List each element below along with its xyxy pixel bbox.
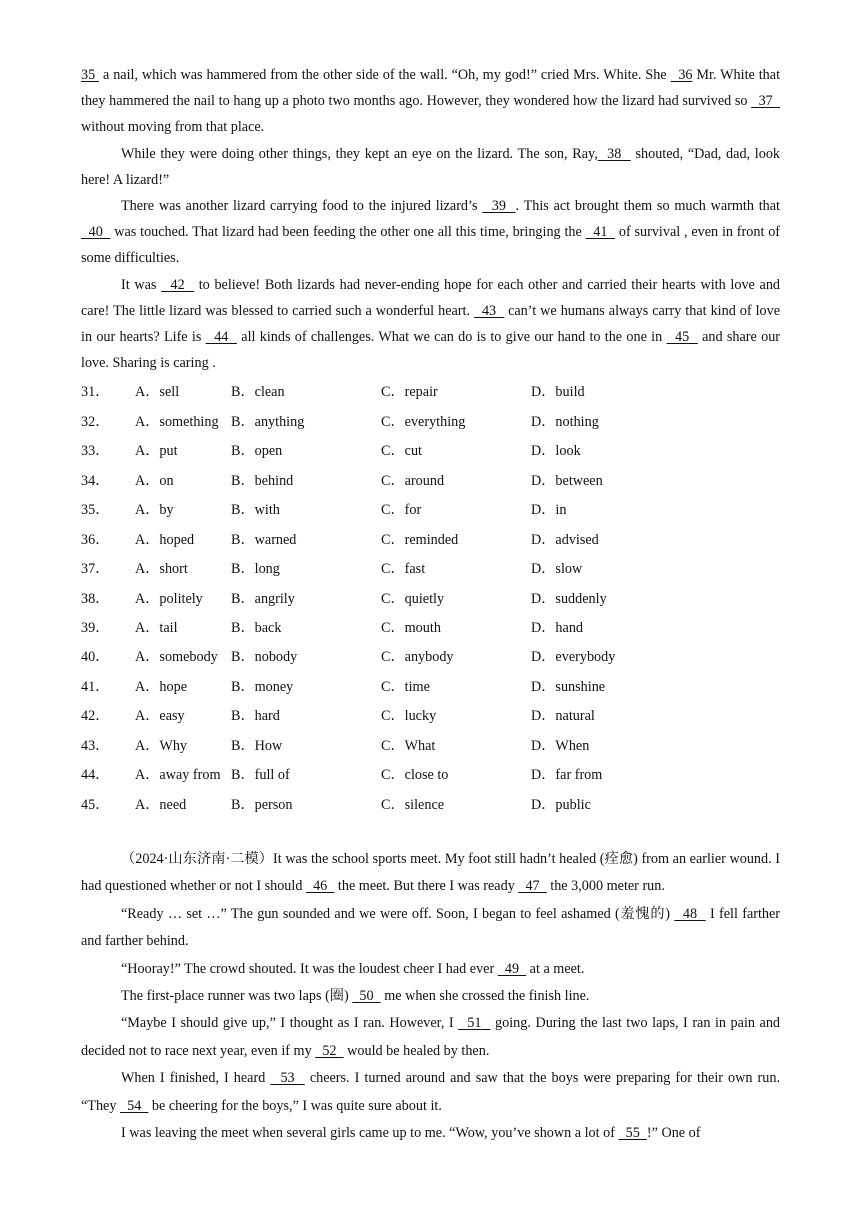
blank-44: 44	[205, 329, 237, 346]
blank-46: 46	[305, 878, 335, 895]
passage2-paragraph-5	[81, 1010, 780, 1065]
question-row	[81, 643, 780, 672]
option-d: D．far from	[531, 767, 603, 784]
option-d: D．public	[531, 796, 591, 813]
option-c: C．time	[381, 678, 430, 695]
blank-39: 39	[482, 198, 516, 215]
option-d: D．in	[531, 502, 567, 519]
option-b: B．angrily	[231, 590, 295, 607]
text: cheers. I turned around and saw that the boys were preparing for their own run. “They	[81, 1070, 781, 1114]
option-c: C．reminded	[381, 531, 459, 548]
option-d: D．hand	[531, 619, 584, 636]
text: shouted, “Dad, dad, look here! A lizard!”	[81, 145, 781, 188]
question-number: 35．	[81, 502, 110, 519]
text: me when she crossed the finish line.	[380, 988, 590, 1005]
text: all kinds of challenges. What we can do is to give our hand to the one in	[236, 329, 667, 346]
text: There was another lizard carrying food to the injured lizard’s	[121, 198, 483, 215]
option-b: B．nobody	[231, 649, 298, 666]
question-row	[81, 732, 780, 761]
question-row	[81, 673, 780, 702]
option-b: B．with	[231, 502, 280, 519]
blank-52: 52	[315, 1042, 344, 1059]
option-d: D．build	[531, 384, 585, 401]
question-number: 32．	[81, 413, 110, 430]
option-d: D．between	[531, 472, 603, 489]
option-c: C．for	[381, 502, 422, 519]
question-number: 40．	[81, 649, 110, 666]
option-a: A．politely	[135, 590, 203, 607]
option-a: A．something	[135, 413, 219, 430]
text: “Hooray!” The crowd shouted. It was the loudest cheer I had ever	[121, 960, 498, 977]
option-c: C．mouth	[381, 619, 441, 636]
option-d: D．When	[531, 737, 590, 754]
option-a: A．by	[135, 502, 174, 519]
question-row	[81, 526, 780, 555]
question-row	[81, 614, 780, 643]
option-a: A．sell	[135, 384, 180, 401]
question-number: 33．	[81, 443, 110, 460]
passage2-paragraph-6	[81, 1065, 780, 1120]
question-number: 44．	[81, 767, 110, 784]
option-a: A．easy	[135, 708, 185, 725]
text: to believe! Both lizards had never-ending hope for each other and carried their hearts with love and care! The little lizard was blessed to carried such a wonderful heart.	[81, 276, 781, 319]
text: of survival , even in front of some difficulties.	[81, 224, 781, 267]
option-a: A．short	[135, 561, 188, 578]
passage1-paragraph-3	[81, 193, 780, 272]
document-page	[81, 62, 780, 1147]
text: Mr. White that they hammered the nail to hang up a photo two months ago. However, they wondered how the lizard had survived so	[81, 67, 781, 110]
question-row	[81, 467, 780, 496]
question-row	[81, 378, 780, 407]
question-row	[81, 791, 780, 820]
question-row	[81, 408, 780, 437]
text: The first-place runner was two laps (圈)	[121, 988, 353, 1005]
option-b: B．money	[231, 678, 294, 695]
blank-54: 54	[120, 1097, 149, 1114]
text: It was	[121, 276, 162, 293]
option-a: A．away from	[135, 767, 221, 784]
question-row	[81, 496, 780, 525]
question-number: 39．	[81, 619, 110, 636]
option-c: C．fast	[381, 561, 426, 578]
question-row	[81, 437, 780, 466]
blank-43: 43	[473, 302, 505, 319]
option-c: C．What	[381, 737, 436, 754]
blank-49: 49	[497, 960, 527, 977]
passage2-paragraph-3	[81, 956, 780, 983]
option-d: D．natural	[531, 708, 595, 725]
question-number: 36．	[81, 531, 110, 548]
option-c: C．close to	[381, 767, 449, 784]
option-b: B．How	[231, 737, 283, 754]
blank-38: 38	[597, 145, 631, 162]
text: the meet. But there I was ready	[334, 878, 519, 895]
source-label: （2024·山东济南·二模）	[121, 851, 274, 867]
option-a: A．Why	[135, 737, 188, 754]
option-a: A．hope	[135, 678, 188, 695]
blank-53: 53	[270, 1070, 305, 1087]
option-a: A．need	[135, 796, 187, 813]
option-d: D．nothing	[531, 413, 599, 430]
blank-48: 48	[674, 905, 706, 922]
question-options	[81, 378, 780, 820]
option-a: A．tail	[135, 619, 178, 636]
option-a: A．somebody	[135, 649, 218, 666]
blank-55: 55	[618, 1125, 647, 1142]
passage2-paragraph-1	[81, 846, 780, 901]
text: I was leaving the meet when several girls came up to me. “Wow, you’ve shown a lot of	[121, 1125, 619, 1142]
passage1-paragraph-4	[81, 272, 780, 377]
passage1-paragraph-1	[81, 62, 780, 141]
question-number: 42．	[81, 708, 110, 725]
question-number: 37．	[81, 561, 110, 578]
question-row	[81, 585, 780, 614]
text: at a meet.	[526, 960, 585, 977]
option-d: D．everybody	[531, 649, 616, 666]
text: When I finished, I heard	[121, 1070, 271, 1087]
text: !” One of	[646, 1125, 701, 1142]
option-b: B．back	[231, 619, 282, 636]
text: a nail, which was hammered from the other side of the wall. “Oh, my god!” cried Mrs. White. She	[99, 67, 671, 83]
option-d: D．suddenly	[531, 590, 607, 607]
option-c: C．repair	[381, 384, 438, 401]
question-number: 34．	[81, 472, 110, 489]
text: “Ready … set …” The gun sounded and we were off. Soon, I began to feel ashamed (羞愧的)	[121, 905, 675, 922]
option-d: D．advised	[531, 531, 599, 548]
blank-41: 41	[585, 224, 616, 241]
text: While they were doing other things, they kept an eye on the lizard. The son, Ray,	[121, 145, 598, 162]
text: can’t we humans always carry that kind of love in our hearts? Life is	[81, 302, 780, 346]
blank-37: 37	[751, 93, 780, 110]
blank-45: 45	[666, 329, 698, 346]
option-b: B．hard	[231, 708, 280, 725]
option-b: B．clean	[231, 384, 285, 401]
option-d: D．sunshine	[531, 678, 606, 695]
option-c: C．quietly	[381, 590, 445, 607]
option-b: B．long	[231, 561, 280, 578]
passage1-paragraph-2	[81, 141, 780, 193]
text: without moving from that place.	[81, 119, 265, 136]
option-b: B．person	[231, 796, 293, 813]
blank-36: 36	[670, 67, 693, 83]
question-number: 31．	[81, 384, 110, 401]
option-b: B．behind	[231, 472, 294, 489]
question-number: 38．	[81, 590, 110, 607]
question-row	[81, 702, 780, 731]
option-b: B．warned	[231, 531, 297, 548]
option-d: D．slow	[531, 561, 583, 578]
option-b: B．open	[231, 443, 283, 460]
blank-50: 50	[352, 988, 381, 1005]
passage2-paragraph-2	[81, 901, 780, 956]
option-b: B．full of	[231, 767, 290, 784]
option-c: C．around	[381, 472, 445, 489]
option-b: B．anything	[231, 413, 305, 430]
option-c: C．anybody	[381, 649, 454, 666]
text: was touched. That lizard had been feeding the other one all this time, bringing the	[110, 224, 586, 241]
option-a: A．hoped	[135, 531, 195, 548]
text: and share our love. Sharing is caring .	[81, 329, 781, 372]
option-c: C．everything	[381, 413, 466, 430]
passage2-paragraph-7	[81, 1120, 780, 1147]
text: the 3,000 meter run.	[546, 878, 665, 895]
blank-42: 42	[161, 276, 195, 293]
passage2-paragraph-4	[81, 983, 780, 1010]
text: going. During the last two laps, I ran in pain and decided not to race next year, even if my	[81, 1015, 781, 1059]
option-d: D．look	[531, 443, 581, 460]
question-row	[81, 761, 780, 790]
question-number: 41．	[81, 678, 110, 695]
blank-35: 35	[81, 67, 100, 83]
blank-47: 47	[518, 878, 547, 895]
option-c: C．lucky	[381, 708, 437, 725]
text: . This act brought them so much warmth that	[515, 198, 780, 215]
blank-40: 40	[81, 224, 111, 241]
text: “Maybe I should give up,” I thought as I ran. However, I	[121, 1015, 459, 1032]
text: I fell farther and farther behind.	[81, 905, 781, 950]
text: It was the school sports meet. My foot still hadn’t healed (痊愈) from an earlier wound. I had questioned whether or not I should	[81, 851, 780, 895]
text: would be healed by then.	[343, 1042, 490, 1059]
text: be cheering for the boys,” I was quite sure about it.	[148, 1097, 442, 1114]
question-row	[81, 555, 780, 584]
option-a: A．put	[135, 443, 178, 460]
option-c: C．silence	[381, 796, 445, 813]
blank-51: 51	[458, 1015, 491, 1032]
option-a: A．on	[135, 472, 174, 489]
question-number: 45．	[81, 796, 110, 813]
question-number: 43．	[81, 737, 110, 754]
option-c: C．cut	[381, 443, 422, 460]
